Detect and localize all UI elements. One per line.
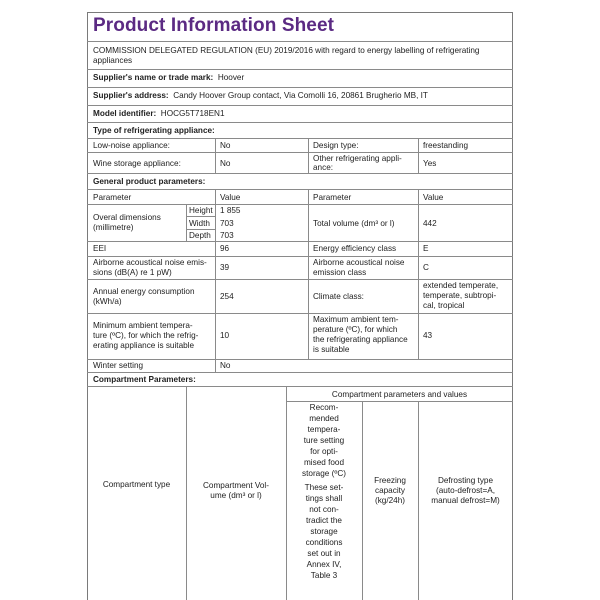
col-defrost-2: (auto-defrost=A, bbox=[436, 486, 495, 495]
max-temp-value: 43 bbox=[423, 331, 433, 340]
design-type-label: Design type: bbox=[313, 141, 359, 150]
model-identifier-label: Model identifier: bbox=[93, 109, 157, 118]
max-temp-label-3: the refrigerating appliance bbox=[313, 335, 408, 344]
climate-value-3: cal, tropical bbox=[423, 301, 465, 310]
max-temp-label-2: perature (ºC), for which bbox=[313, 325, 398, 334]
compartment-values-header: Compartment parameters and values bbox=[331, 390, 468, 399]
wine-storage-label: Wine storage appliance: bbox=[93, 159, 181, 168]
regulation-line-2: appliances bbox=[93, 56, 133, 65]
noise-right-label-2: emission class bbox=[313, 268, 367, 277]
col-freezing-3: (kg/24h) bbox=[374, 496, 406, 505]
depth-label: Depth bbox=[189, 231, 211, 240]
value-header-2: Value bbox=[423, 193, 444, 202]
col-temp-line: not con- bbox=[309, 505, 339, 514]
supplier-address-label: Supplier's address: bbox=[93, 91, 169, 100]
col-volume-2: ume (dm³ or l) bbox=[210, 491, 262, 500]
depth-value: 703 bbox=[220, 231, 234, 240]
max-temp-label-4: is suitable bbox=[313, 345, 350, 354]
other-refrig-label-1: Other refrigerating appli- bbox=[313, 154, 402, 163]
col-compartment-type: Compartment type bbox=[102, 480, 171, 489]
noise-left-label-2: sions (dB(A) re 1 pW) bbox=[93, 268, 172, 277]
supplier-name-label: Supplier's name or trade mark: bbox=[93, 73, 214, 82]
noise-right-label-1: Airborne acoustical noise bbox=[313, 258, 405, 267]
col-defrost-3: manual defrost=M) bbox=[431, 496, 500, 505]
value-header-1: Value bbox=[220, 193, 241, 202]
width-label: Width bbox=[189, 219, 210, 228]
min-temp-value: 10 bbox=[220, 331, 230, 340]
other-refrig-value: Yes bbox=[423, 159, 437, 168]
supplier-address-value: Candy Hoover Group contact, Via Comolli 16, 20861 Brugherio MB, IT bbox=[173, 91, 428, 100]
noise-left-value: 39 bbox=[220, 263, 230, 272]
energy-class-label: Energy efficiency class bbox=[313, 244, 397, 253]
noise-left-label-1: Airborne acoustical noise emis- bbox=[93, 258, 207, 267]
winter-value: No bbox=[220, 361, 231, 370]
col-temp-line: mended bbox=[309, 414, 339, 423]
min-temp-label-2: ture (ºC), for which the refrig- bbox=[93, 331, 199, 340]
total-volume-label: Total volume (dm³ or l) bbox=[313, 219, 395, 228]
dims-label-1: Overal dimensions bbox=[93, 213, 161, 222]
max-temp-label-1: Maximum ambient tem- bbox=[313, 315, 399, 324]
height-value: 1 855 bbox=[220, 206, 241, 215]
min-temp-label-3: erating appliance is suitable bbox=[93, 341, 195, 350]
col-temp-line: storage (ºC) bbox=[302, 469, 346, 478]
climate-value-1: extended temperate, bbox=[423, 281, 499, 290]
col-temp-line: storage bbox=[310, 527, 338, 536]
col-temp-line: Table 3 bbox=[310, 571, 338, 580]
general-section-heading: General product parameters: bbox=[93, 177, 206, 186]
col-temp-line: tings shall bbox=[305, 494, 343, 503]
col-volume-1: Compartment Vol- bbox=[203, 481, 269, 490]
param-header-2: Parameter bbox=[313, 193, 352, 202]
climate-label: Climate class: bbox=[313, 292, 364, 301]
col-temp-line: Annex IV, bbox=[306, 560, 342, 569]
energy-class-value: E bbox=[423, 244, 429, 253]
model-identifier-value: HOCG5T718EN1 bbox=[160, 109, 225, 118]
col-freezing-1: Freezing bbox=[374, 476, 406, 485]
col-temp-line: set out in bbox=[307, 549, 341, 558]
climate-value-2: temperate, subtropi- bbox=[423, 291, 497, 300]
other-refrig-label-2: ance: bbox=[313, 163, 334, 172]
compartment-section-heading: Compartment Parameters: bbox=[93, 375, 196, 384]
col-temp-line: ture setting bbox=[303, 436, 345, 445]
annual-energy-label-2: (kWh/a) bbox=[93, 297, 122, 306]
regulation-line-1: COMMISSION DELEGATED REGULATION (EU) 2019/2016 with regard to energy labelling of refrigerating bbox=[93, 46, 480, 55]
design-type-value: freestanding bbox=[423, 141, 469, 150]
supplier-name-value: Hoover bbox=[217, 73, 245, 82]
total-volume-value: 442 bbox=[423, 219, 437, 228]
col-temp-line: Recom- bbox=[309, 403, 339, 412]
col-temp-line: tradict the bbox=[306, 516, 342, 525]
col-freezing-2: capacity bbox=[374, 486, 406, 495]
col-temp-line: conditions bbox=[305, 538, 343, 547]
page-title: Product Information Sheet bbox=[93, 15, 335, 36]
type-section-heading: Type of refrigerating appliance: bbox=[93, 126, 215, 135]
col-temp-line: for opti- bbox=[310, 447, 338, 456]
dims-label-2: (millimetre) bbox=[93, 223, 134, 232]
annual-energy-value: 254 bbox=[220, 292, 234, 301]
low-noise-label: Low-noise appliance: bbox=[93, 141, 170, 150]
width-value: 703 bbox=[220, 219, 234, 228]
eei-label: EEI bbox=[93, 244, 107, 253]
col-temp-line: tempera- bbox=[307, 425, 341, 434]
wine-storage-value: No bbox=[220, 159, 231, 168]
param-header-1: Parameter bbox=[93, 193, 132, 202]
col-temp-line: These set- bbox=[304, 483, 344, 492]
noise-right-value: C bbox=[423, 263, 429, 272]
min-temp-label-1: Minimum ambient tempera- bbox=[93, 321, 193, 330]
annual-energy-label-1: Annual energy consumption bbox=[93, 287, 195, 296]
eei-value: 96 bbox=[220, 244, 230, 253]
col-temp-line: mised food bbox=[303, 458, 345, 467]
low-noise-value: No bbox=[220, 141, 231, 150]
height-label: Height bbox=[189, 206, 213, 215]
winter-label: Winter setting bbox=[93, 361, 144, 370]
col-defrost-1: Defrosting type bbox=[437, 476, 494, 485]
